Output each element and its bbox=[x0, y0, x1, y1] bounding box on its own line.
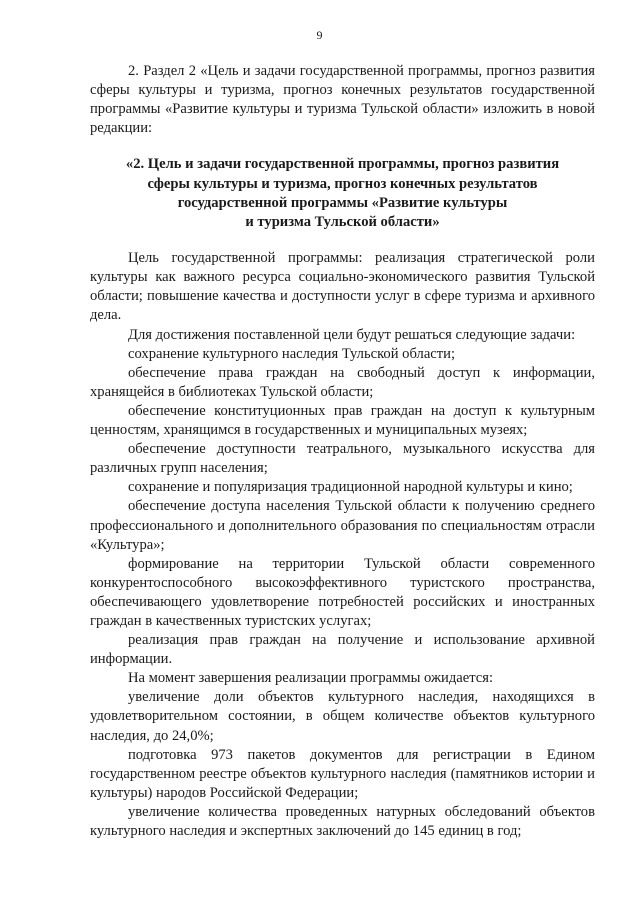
task-item: формирование на территории Тульской области современного конкурентоспособного высокоэффективного туристского пространства, обеспечивающего удовлетворение потребностей российских и иностранных граждан в качественных туристских услугах; bbox=[90, 555, 595, 629]
document-body bbox=[90, 62, 595, 841]
task-item: обеспечение доступности театрального, музыкального искусства для различных групп населения; bbox=[90, 441, 595, 477]
section-heading-line: «2. Цель и задачи государственной программы, прогноз развития bbox=[125, 156, 560, 173]
section-heading-line: сферы культуры и туризма, прогноз конечных результатов bbox=[147, 175, 538, 192]
expected-result-item: подготовка 973 пакетов документов для регистрации в Едином государственном реестре объектов культурного наследия (памятников истории и культуры) народов Российской Федерации; bbox=[90, 746, 595, 801]
section-heading-line: государственной программы «Развитие культуры bbox=[177, 194, 508, 211]
section-heading bbox=[90, 155, 595, 232]
page-number: 9 bbox=[316, 28, 323, 42]
expected-result-item: увеличение количества проведенных натурных обследований объектов культурного наследия и экспертных заключений до 145 единиц в год; bbox=[90, 803, 595, 839]
expected-results-intro: На момент завершения реализации программы ожидается: bbox=[128, 670, 494, 687]
section-heading-line: и туризма Тульской области» bbox=[245, 213, 440, 230]
task-item: реализация прав граждан на получение и использование архивной информации. bbox=[90, 632, 595, 668]
task-item: обеспечение конституционных прав граждан на доступ к культурным ценностям, хранящимся в государственных и муниципальных музеях; bbox=[90, 402, 595, 439]
tasks-intro-paragraph: Для достижения поставленной цели будут решаться следующие задачи: bbox=[128, 326, 576, 343]
expected-result-item: увеличение доли объектов культурного наследия, находящихся в удовлетворительном состоянии, в общем количестве объектов культурного наследия, до 24,0%; bbox=[90, 689, 595, 744]
task-item: сохранение и популяризация традиционной народной культуры и кино; bbox=[128, 479, 573, 496]
intro-paragraph: 2. Раздел 2 «Цель и задачи государственной программы, прогноз развития сферы культуры и туризма, прогноз конечных результатов государственной программы «Развитие культуры и туризма Тульской области» изложить в новой редакции: bbox=[90, 63, 595, 137]
task-item: сохранение культурного наследия Тульской области; bbox=[128, 345, 456, 362]
goal-paragraph: Цель государственной программы: реализация стратегической роли культуры как важного ресурса социально-экономического развития Тульской области; повышение качества и доступности услуг в сфере туризма и архивного дела. bbox=[90, 250, 595, 324]
task-item: обеспечение доступа населения Тульской области к получению среднего профессионального и дополнительного образования по специальностям отрасли «Культура»; bbox=[90, 498, 595, 553]
task-item: обеспечение права граждан на свободный доступ к информации, хранящейся в библиотеках Тульской области; bbox=[90, 364, 595, 400]
